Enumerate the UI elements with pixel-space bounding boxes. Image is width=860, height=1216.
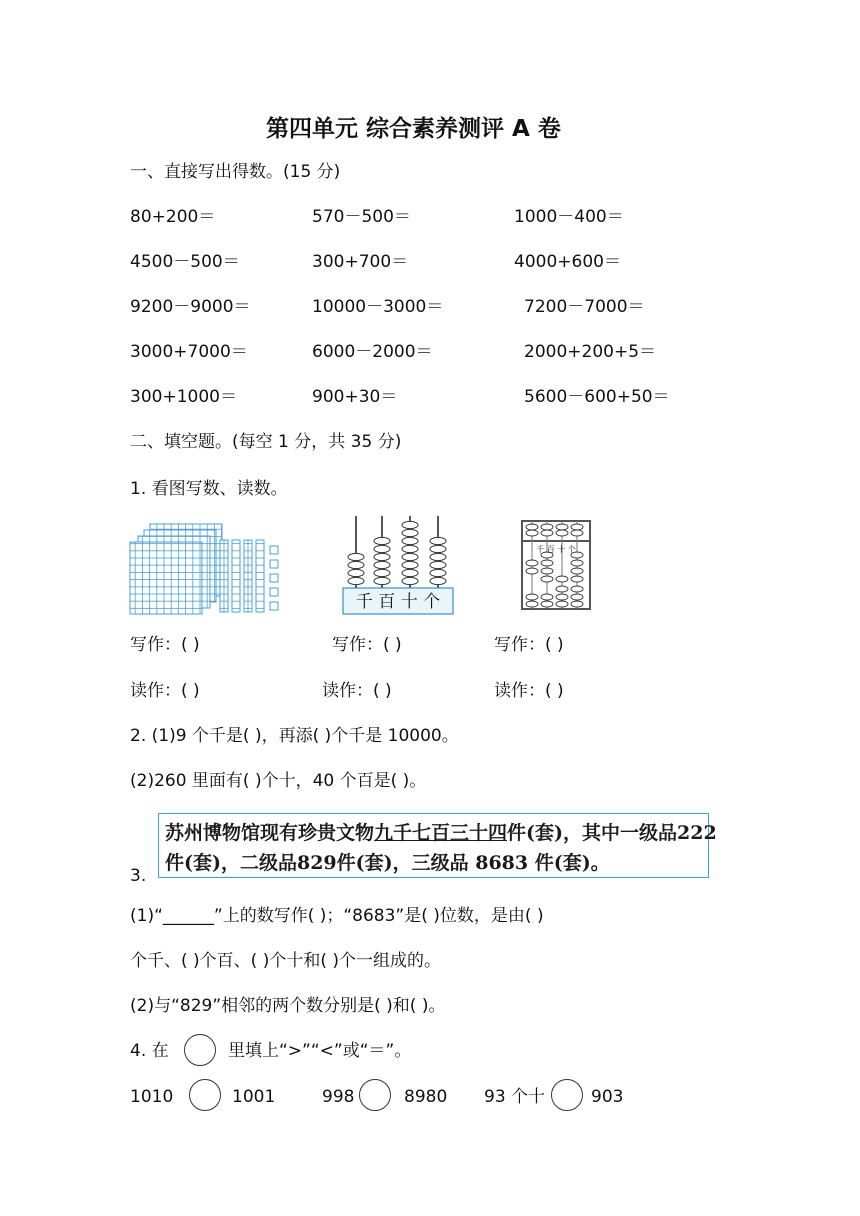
- q3-sub2: (2)与“829”相邻的两个数分别是( )和( )。: [130, 996, 446, 1016]
- unit-cube: [270, 588, 278, 596]
- calc-item: 5600－600+50＝: [524, 387, 670, 407]
- unit-cube: [270, 546, 278, 554]
- read-answer: 读作：( ): [322, 681, 392, 701]
- ten-rod: [232, 540, 240, 612]
- ten-rod: [220, 540, 228, 612]
- q2-line2: (2)260 里面有( )个十，40 个百是( )。: [130, 771, 427, 791]
- section2-heading: 二、填空题。(每空 1 分，共 35 分): [130, 432, 402, 452]
- calc-item: 1000－400＝: [514, 207, 624, 227]
- read-answer: 读作：( ): [494, 681, 564, 701]
- ten-rod: [256, 540, 264, 612]
- calc-item: 80+200＝: [130, 207, 216, 227]
- q3-sub1-line1: (1)“______”上的数写作( )；“8683”是( )位数，是由( ): [130, 906, 544, 926]
- box-text-part1: 苏州博物馆现有珍贵文物: [165, 822, 375, 844]
- calc-item: 10000－3000＝: [312, 297, 444, 317]
- place-value-blocks-figure: [128, 522, 288, 616]
- museum-text-box: [158, 813, 717, 878]
- compare-circle[interactable]: [189, 1079, 221, 1111]
- compare-right: 8980: [404, 1087, 448, 1107]
- counting-frame-label: 千 百 十 个: [355, 592, 441, 612]
- unit-cube: [270, 560, 278, 568]
- hundred-flat: [130, 542, 202, 614]
- calc-item: 4500－500＝: [130, 252, 240, 272]
- write-answer: 写作：( ): [332, 635, 402, 655]
- calc-item: 3000+7000＝: [130, 342, 248, 362]
- compare-right: 1001: [232, 1087, 276, 1107]
- box-text-underlined: 九千七百三十四: [374, 822, 508, 844]
- q3-number: 3.: [130, 866, 147, 886]
- counting-frame-figure: [342, 514, 456, 616]
- q2-line1: 2. (1)9 个千是( )，再添( )个千是 10000。: [130, 726, 459, 746]
- compare-left: 1010: [130, 1087, 174, 1107]
- compare-circle-example: [184, 1034, 216, 1066]
- calc-item: 300+1000＝: [130, 387, 237, 407]
- q3-sub1-line2: 个千、( )个百、( )个十和( )个一组成的。: [130, 951, 442, 971]
- unit-cube: [270, 574, 278, 582]
- calc-item: 7200－7000＝: [524, 297, 645, 317]
- abacus-label: 千 百 十 个: [536, 545, 576, 554]
- calc-item: 4000+600＝: [514, 252, 621, 272]
- compare-left: 93 个十: [484, 1087, 546, 1107]
- ten-rod: [244, 540, 252, 612]
- write-answer: 写作：( ): [130, 635, 200, 655]
- calc-item: 9200－9000＝: [130, 297, 251, 317]
- q1-prompt: 1. 看图写数、读数。: [130, 479, 288, 499]
- unit-cube: [270, 602, 278, 610]
- compare-circle[interactable]: [359, 1079, 391, 1111]
- section1-heading: 一、直接写出得数。(15 分): [130, 162, 341, 182]
- write-answer: 写作：( ): [494, 635, 564, 655]
- calc-item: 300+700＝: [312, 252, 409, 272]
- box-text-part2: 件(套)，其中一级品222: [507, 822, 717, 844]
- q4-prompt-b: 里填上“>”“<”或“＝”。: [228, 1041, 412, 1061]
- calc-item: 2000+200+5＝: [524, 342, 657, 362]
- compare-circle[interactable]: [551, 1079, 583, 1111]
- calc-item: 570－500＝: [312, 207, 411, 227]
- compare-left: 998: [322, 1087, 355, 1107]
- abacus-figure: [520, 519, 592, 611]
- calc-item: 6000－2000＝: [312, 342, 433, 362]
- page-title: 第四单元 综合素养测评 A 卷: [266, 116, 561, 142]
- read-answer: 读作：( ): [130, 681, 200, 701]
- calc-item: 900+30＝: [312, 387, 398, 407]
- box-text-line2: 件(套)，二级品829件(套)，三级品 8683 件(套)。: [165, 852, 610, 874]
- q4-prompt-a: 4. 在: [130, 1041, 169, 1061]
- compare-right: 903: [591, 1087, 624, 1107]
